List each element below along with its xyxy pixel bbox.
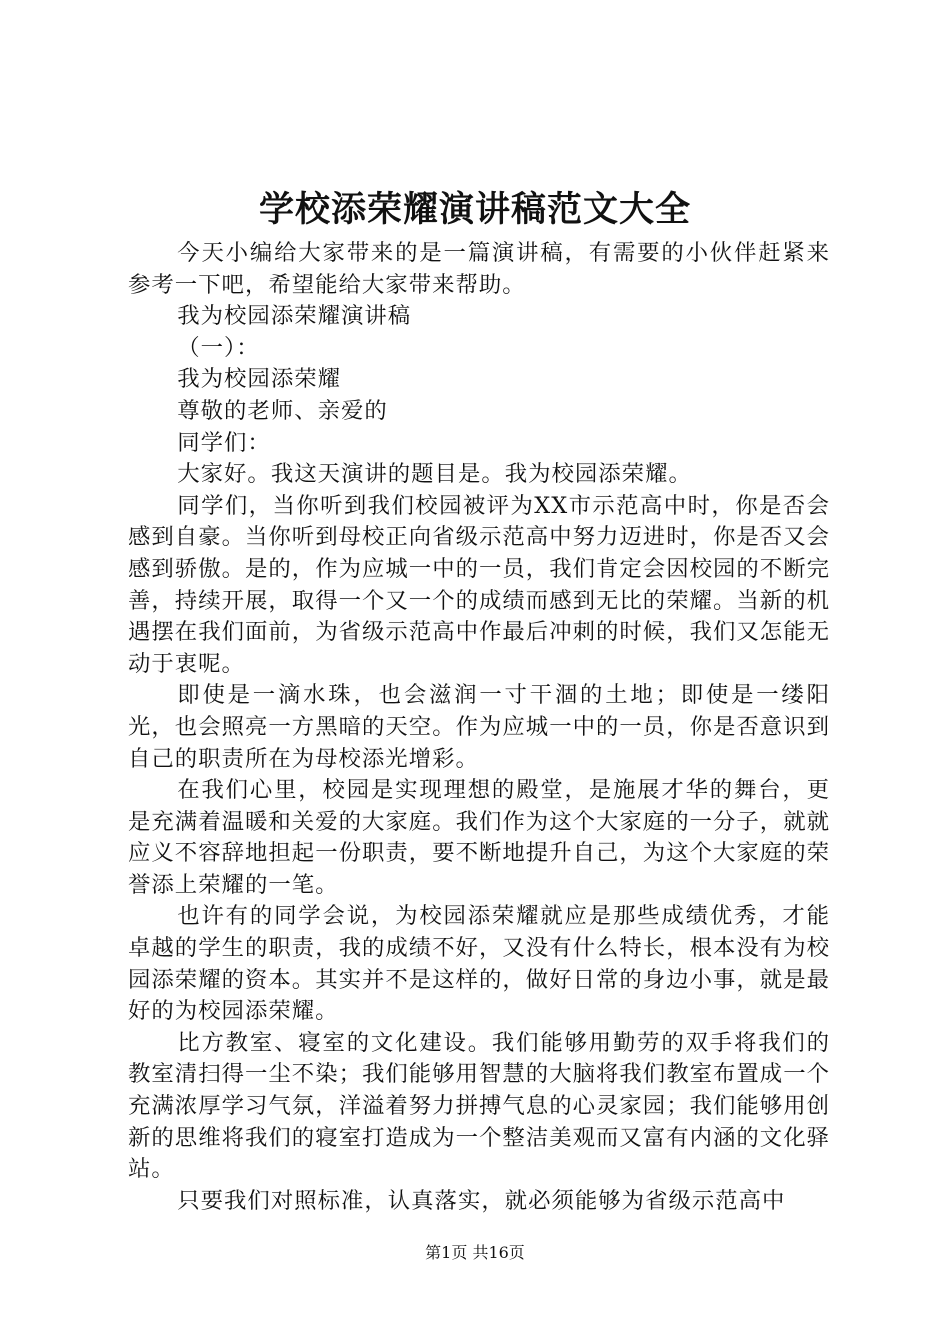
- paragraph: 在我们心里，校园是实现理想的殿堂，是施展才华的舞台，更是充满着温暖和关爱的大家庭。我们作为这个大家庭的一分子，就就应义不容辞地担起一份职责，要不断地提升自己，为这个大家庭的荣誉添上荣耀的一笔。: [128, 777, 830, 898]
- paragraph: 即使是一滴水珠，也会滋润一寸干涸的土地；即使是一缕阳光，也会照亮一方黑暗的天空。作为应城一中的一员，你是否意识到自己的职责所在为母校添光增彩。: [128, 682, 830, 772]
- paragraph: 同学们：: [177, 429, 271, 456]
- paragraph: （一）：: [177, 334, 260, 361]
- paragraph: 我为校园添荣耀演讲稿: [177, 303, 412, 330]
- paragraph: 今天小编给大家带来的是一篇演讲稿，有需要的小伙伴赶紧来参考一下吧，希望能给大家带来帮助。: [128, 240, 830, 298]
- paragraph: 我为校园添荣耀: [177, 366, 341, 393]
- page-footer: 第1页 共16页: [425, 1243, 525, 1262]
- paragraph: 尊敬的老师、亲爱的: [177, 397, 388, 424]
- paragraph: 同学们，当你听到我们校园被评为XX市示范高中时，你是否会感到自豪。当你听到母校正向省级示范高中努力迈进时，你是否又会感到骄傲。是的，作为应城一中的一员，我们肯定会因校园的不断完善，持续开展，取得一个又一个的成绩而感到无比的荣耀。当新的机遇摆在我们面前，为省级示范高中作最后冲刺的时候，我们又怎能无动于衷呢。: [128, 492, 830, 677]
- paragraph: 只要我们对照标准，认真落实，就必须能够为省级示范高中: [177, 1187, 786, 1214]
- paragraph: 比方教室、寝室的文化建设。我们能够用勤劳的双手将我们的教室清扫得一尘不染；我们能够用智慧的大脑将我们教室布置成一个充满浓厚学习气氛，洋溢着努力拼搏气息的心灵家园；我们能够用创新的思维将我们的寝室打造成为一个整洁美观而又富有内涵的文化驿站。: [128, 1029, 830, 1183]
- paragraph: 大家好。我这天演讲的题目是。我为校园添荣耀。: [177, 461, 692, 488]
- document-title: 学校添荣耀演讲稿范文大全: [258, 189, 691, 230]
- document-body: [128, 238, 830, 1217]
- paragraph: 也许有的同学会说，为校园添荣耀就应是那些成绩优秀，才能卓越的学生的职责，我的成绩不好，又没有什么特长，根本没有为校园添荣耀的资本。其实并不是这样的，做好日常的身边小事，就是最好的为校园添荣耀。: [128, 903, 830, 1025]
